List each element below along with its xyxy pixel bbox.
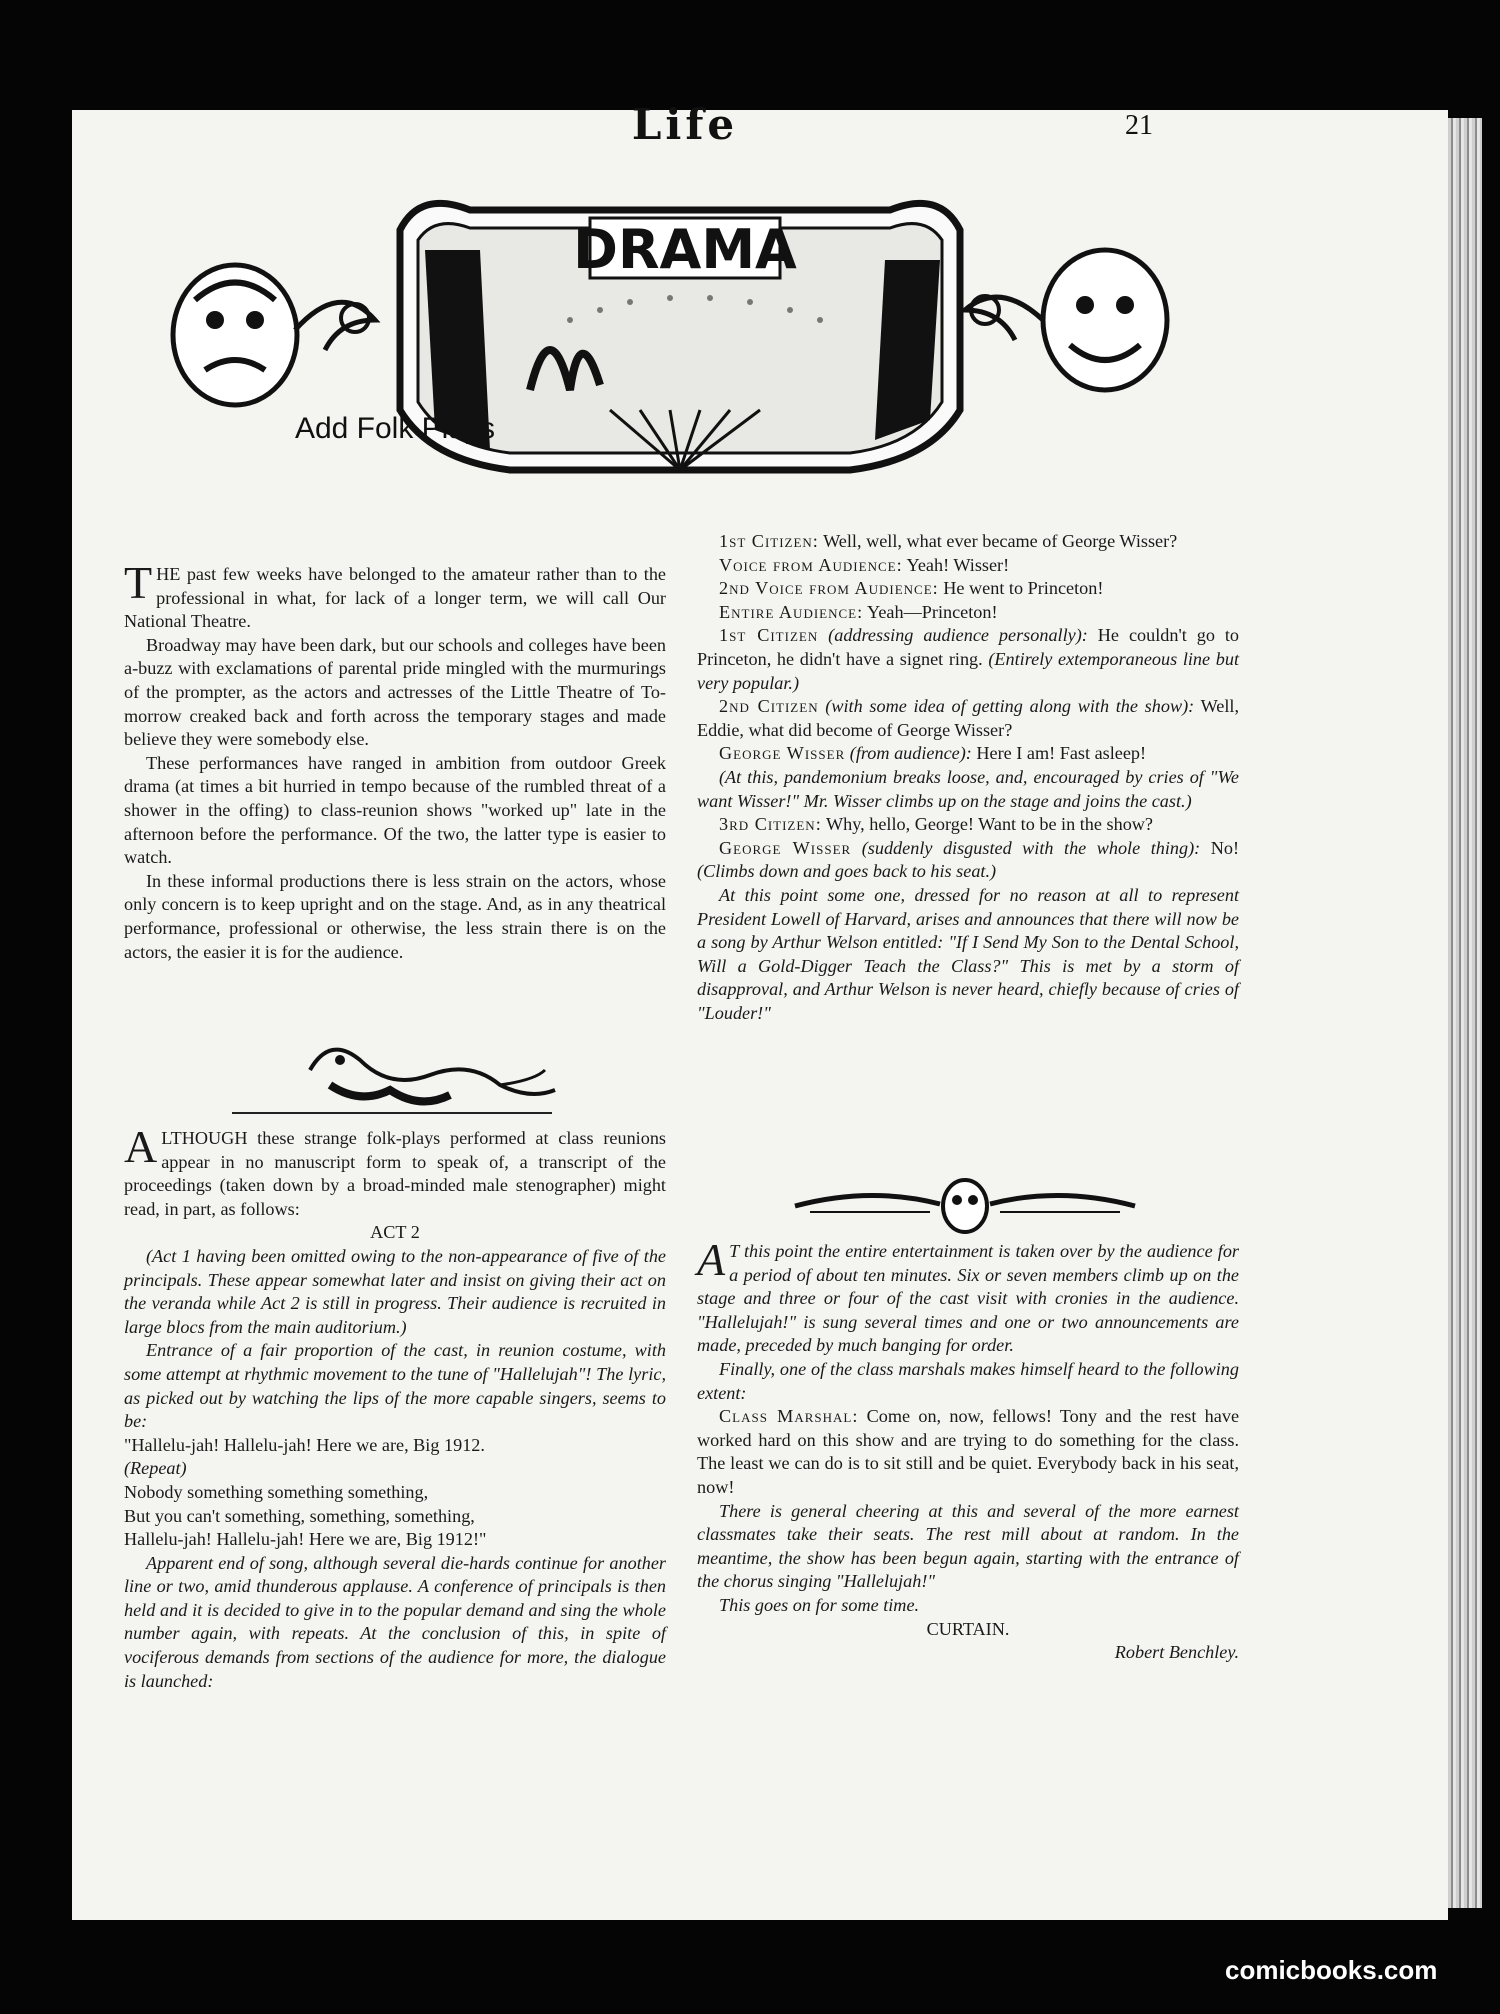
song-line: Hallelu-jah! Hallelu-jah! Here we are, Big 1912!" — [124, 1529, 487, 1550]
stage-direction: (Act 1 having been omitted owing to the non-appearance of five of the principals. These appear somewhat later and insist on giving their act on the veranda while Act 2 is still in progress. Their audience is recruited in large blocs from the main auditorium.) — [124, 1245, 666, 1337]
dialogue-line: 2nd Voice from Audience: He went to Princeton! — [719, 578, 1104, 599]
left-column — [124, 557, 666, 964]
act-heading: ACT 2 — [370, 1222, 420, 1243]
right-column — [697, 530, 1239, 1025]
song-line: But you can't something, something, something, — [124, 1505, 475, 1526]
page-number: 21 — [1125, 110, 1153, 141]
paragraph: A T this point the entire entertainment is taken over by the audience for a period of about ten minutes. Six or seven members climb up on the stage and three or four of the cast visit with cronies in the audience. "Hallelujah!" is sung several times and one or two announcements are made, preceded by much banging for order. — [697, 1234, 1239, 1356]
dialogue-line: Entire Audience: Yeah—Princeton! — [719, 601, 998, 622]
stage-direction: This goes on for some time. — [719, 1594, 920, 1615]
site-watermark: comicbooks.com — [1225, 1955, 1438, 1985]
song-line: (Repeat) — [124, 1458, 187, 1479]
stage-direction: At this point some one, dressed for no reason at all to represent President Lowell of Harvard, arises and announces that there will now be a song by Arthur Welson entitled: "If I Send My Son to the Dental School, Will a Gold-Digger Teach the Class?" This is met by a storm of disapproval, and Arthur Welson is never heard, chiefly because of cries of "Louder!" — [697, 884, 1239, 1023]
dialogue-line: 2nd Citizen (with some idea of getting along with the show): Well, Eddie, what did become of George Wisser? — [697, 696, 1240, 740]
dialogue-line: 1st Citizen: Well, well, what ever became of George Wisser? — [719, 531, 1178, 551]
dialogue-line: 3rd Citizen: Why, hello, George! Want to be in the show? — [719, 814, 1153, 835]
curtain-line: CURTAIN. — [926, 1618, 1010, 1639]
paragraph: ALTHOUGH these strange folk-plays performed at class reunions appear in no manuscript form to speak of, a transcript of the proceedings (taken down by a broad-minded male stenographer) might read, in part, as follows: — [124, 1121, 666, 1219]
drop-cap: A — [697, 1234, 726, 1285]
paragraph: Broadway may have been dark, but our schools and colleges have been a-buzz with exclamations of parental pride mingled with the murmurings of the prompter, as the actors and actresses of the Little Theatre of To-morrow creaked back and forth across the temporary stages and made believe they were somebody else. — [124, 634, 666, 750]
dialogue-line: 1st Citizen (addressing audience personally): He couldn't go to Princeton, he didn't have a signet ring. (Entirely extemporaneous line but very popular.) — [697, 625, 1240, 693]
banner-title: DRAMA — [573, 218, 797, 281]
author-signature: Robert Benchley. — [1114, 1642, 1239, 1663]
dialogue-line: George Wisser (suddenly disgusted with the whole thing): No! (Climbs down and goes back to his seat.) — [697, 837, 1240, 882]
stage-direction: There is general cheering at this and several of the more earnest classmates take their seats. The rest mill about at random. In the meantime, the show has been begun again, starting with the entrance of the chorus singing "Hallelujah!" — [697, 1500, 1239, 1592]
paragraph: In these informal productions there is less strain on the actors, whose only concern is to keep upright and on the stage. And, as in any theatrical performance, professional or otherwise, the less strain there is on the actors, the easier it is for the audience. — [124, 870, 666, 962]
section-rule — [232, 1112, 552, 1114]
magazine-title: Life — [631, 100, 739, 149]
dialogue-line: Class Marshal: Come on, now, fellows! Tony and the rest have worked hard on this show and are trying to do something for the class. The least we can do is to sit still and be quiet. Everybody back in his seat, now! — [697, 1406, 1240, 1497]
stage-direction: (At this, pandemonium breaks loose, and, encouraged by cries of "We want Wisser!" Mr. Wisser climbs up on the stage and joins the cast.) — [697, 766, 1239, 811]
drop-cap: A — [124, 1121, 158, 1172]
song-line: "Hallelu-jah! Hallelu-jah! Here we are, Big 1912. — [124, 1434, 485, 1455]
dragon-illustration — [300, 1030, 560, 1120]
dialogue-line: Voice from Audience: Yeah! Wisser! — [719, 554, 1010, 575]
paragraph: These performances have ranged in ambition from outdoor Greek drama (at times a bit hurried in tempo because of the rumbled threat of a shower in the offing) to class-reunion shows "worked up" late in the afternoon before the performance. Of the two, the latter type is easier to watch. — [124, 752, 666, 868]
right-column-lower — [697, 1234, 1240, 1665]
dialogue-line: George Wisser (from audience): Here I am! Fast asleep! — [719, 743, 1147, 764]
owl-divider-illustration — [790, 1176, 1140, 1236]
stage-direction: Finally, one of the class marshals makes himself heard to the following extent: — [697, 1358, 1239, 1403]
tragedy-mask-icon — [173, 265, 375, 405]
article-headline: Add Folk Plays — [294, 412, 496, 445]
paragraph: THE past few weeks have belonged to the amateur rather than to the professional in what, for lack of a longer term, we will call Our National Theatre. — [124, 557, 666, 632]
page-edge-stack — [1448, 118, 1482, 1908]
left-column-lower — [124, 1121, 666, 1693]
stage-direction: Entrance of a fair proportion of the cast, in reunion costume, with some attempt at rhythmic movement to the tune of "Hallelujah"! The lyric, as picked out by watching the lips of the more capable singers, seems to be: — [124, 1340, 666, 1432]
song-line: Nobody something something something, — [124, 1481, 429, 1502]
comedy-mask-icon — [965, 250, 1167, 390]
stage-direction: Apparent end of song, although several die-hards continue for another line or two, amid thunderous applause. A conference of principals is then held and it is decided to give in to the popular demand and sing the whole number again, with repeats. At the conclusion of this, in spite of vociferous demands from sections of the audience for more, the dialogue is launched: — [124, 1552, 666, 1691]
drop-cap: T — [124, 557, 153, 608]
drama-banner-illustration — [150, 170, 1190, 510]
